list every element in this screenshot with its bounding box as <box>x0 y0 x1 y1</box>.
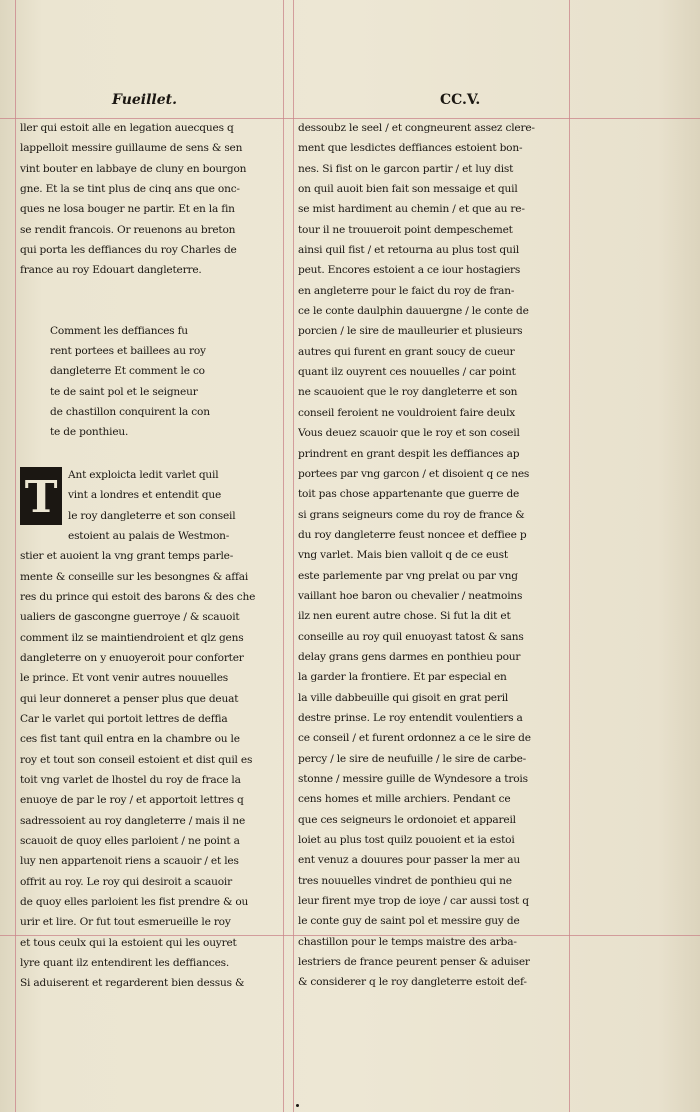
text-line: peut. Encores estoient a ce iour hostagiers <box>298 264 521 277</box>
text-line: Car le varlet qui portoit lettres de deffia <box>20 712 228 725</box>
ruling-line <box>283 0 284 1112</box>
text-line: se rendit francois. Or reuenons au breton <box>20 223 236 236</box>
text-line: res du prince qui estoit des barons & des che <box>20 590 256 603</box>
rubric-line: Comment les deffiances fu <box>50 324 188 337</box>
header-folio-number: CC.V. <box>440 92 481 108</box>
text-line: lyre quant ilz entendirent les deffiances. <box>20 957 230 970</box>
text-line: tour il ne trouueroit point dempeschemet <box>298 223 513 236</box>
text-line: vaillant hoe baron ou chevalier / neatmoins <box>298 589 523 602</box>
paragraph <box>20 118 282 281</box>
text-line: ent venuz a douures pour passer la mer au <box>298 854 521 867</box>
text-line: prindrent en grant despit les deffiances ap <box>298 447 520 460</box>
text-line: nes. Si fist on le garcon partir / et luy dist <box>298 162 514 175</box>
text-line: si grans seigneurs come du roy de france & <box>298 508 525 521</box>
text-line: percy / le sire de neufuille / le sire de carbe- <box>298 752 527 765</box>
ruling-line <box>293 0 294 1112</box>
ruling-line <box>15 0 16 1112</box>
rubric-line: dangleterre Et comment le co <box>50 365 205 378</box>
text-line: le roy dangleterre et son conseil <box>68 509 236 522</box>
text-line: la garder la frontiere. Et par especial en <box>298 671 507 684</box>
text-line: conseille au roy quil enuoyast tatost & sans <box>298 630 524 643</box>
text-line: este parlemente par vng prelat ou par vng <box>298 569 518 582</box>
text-line: mente & conseille sur les besongnes & affai <box>20 570 249 583</box>
text-line: qui leur donneret a penser plus que deuat <box>20 692 239 705</box>
text-line: ualiers de gascongne guerroye / & scauoit <box>20 611 240 624</box>
text-line: que ces seigneurs le ordonoiet et appareil <box>298 813 516 826</box>
text-line: Si aduiserent et regarderent bien dessus & <box>20 977 245 990</box>
running-header <box>0 92 700 114</box>
text-line: porcien / le sire de maulleurier et plusieurs <box>298 325 523 338</box>
text-line: Vous deuez scauoir que le roy et son coseil <box>298 427 520 440</box>
text-line: dangleterre on y enuoyeroit pour conforter <box>20 651 244 664</box>
text-line: ne scauoient que le roy dangleterre et son <box>298 386 518 399</box>
text-line: la ville dabbeuille qui gisoit en grat peril <box>298 691 509 704</box>
text-line: luy nen appartenoit riens a scauoir / et les <box>20 855 239 868</box>
text-line: Ant exploicta ledit varlet quil <box>68 468 219 481</box>
text-line: et tous ceulx qui la estoient qui les ouyret <box>20 936 237 949</box>
rubric-line: rent portees et baillees au roy <box>50 345 206 358</box>
text-line: vint bouter en labbaye de cluny en bourgon <box>20 162 247 175</box>
text-line: ce le conte daulphin dauuergne / le conte de <box>298 305 529 318</box>
text-line: le prince. Et vont venir autres nouuelles <box>20 672 229 685</box>
text-line: enuoye de par le roy / et apportoit lettres q <box>20 794 244 807</box>
text-line: se mist hardiment au chemin / et que au re- <box>298 203 525 216</box>
right-column <box>298 118 568 993</box>
text-line: france au roy Edouart dangleterre. <box>20 264 202 277</box>
ruling-line <box>569 0 570 1112</box>
text-line: ques ne losa bouger ne partir. Et en la fin <box>20 203 235 216</box>
text-line: conseil feroient ne vouldroient faire deulx <box>298 406 516 419</box>
text-line: ller qui estoit alle en legation auecques q <box>20 122 234 134</box>
text-line: ment que lesdictes deffiances estoient bon- <box>298 142 523 155</box>
text-line: autres qui furent en grant soucy de cueur <box>298 345 515 358</box>
rubric-line: de chastillon conquirent la con <box>50 406 210 419</box>
text-line: en angleterre pour le faict du roy de fran- <box>298 284 515 297</box>
left-column <box>20 118 282 994</box>
text-line: tres nouuelles vindret de ponthieu qui ne <box>298 874 512 887</box>
text-line: de quoy elles parloient les fist prendre & ou <box>20 896 249 909</box>
text-line: quant ilz ouyrent ces nouuelles / car point <box>298 366 516 379</box>
text-line: destre prinse. Le roy entendit voulentiers a <box>298 711 523 724</box>
text-line: scauoit de quoy elles parloient / ne point a <box>20 835 240 847</box>
text-line: toit pas chose appartenante que guerre de <box>298 488 520 501</box>
rubric-line: te de saint pol et le seigneur <box>50 385 198 398</box>
text-line: roy et tout son conseil estoient et dist quil es <box>20 753 253 766</box>
text-line: vng varlet. Mais bien valloit q de ce eust <box>298 549 508 562</box>
text-line: offrit au roy. Le roy qui desiroit a scauoir <box>20 875 232 888</box>
text-line: dessoubz le seel / et congneurent assez clere- <box>298 122 535 134</box>
page-mark <box>296 1104 299 1107</box>
text-line: vint a londres et entendit que <box>68 489 222 502</box>
rubric-line: te de ponthieu. <box>50 426 129 439</box>
text-line: le conte guy de saint pol et messire guy de <box>298 915 520 928</box>
text-line: lestriers de france peurent penser & aduiser <box>298 956 530 969</box>
text-line: chastillon pour le temps maistre des arba- <box>298 935 517 948</box>
text-line: toit vng varlet de lhostel du roy de frace la <box>20 773 241 786</box>
text-line: ilz nen eurent autre chose. Si fut la dit et <box>298 610 511 623</box>
text-line: sadressoient au roy dangleterre / mais il ne <box>20 814 246 827</box>
text-line: ce conseil / et furent ordonnez a ce le sire de <box>298 732 531 745</box>
text-line: comment ilz se maintiendroient et qlz gens <box>20 631 244 644</box>
text-line: stier et auoient la vng grant temps parle- <box>20 550 234 563</box>
text-line: urir et lire. Or fut tout esmerueille le roy <box>20 916 231 929</box>
text-line: lappelloit messire guillaume de sens & sen <box>20 142 243 155</box>
text-line: du roy dangleterre feust noncee et deffiee p <box>298 528 527 541</box>
text-line: & considerer q le roy dangleterre estoit def- <box>298 976 527 989</box>
text-line: qui porta les deffiances du roy Charles de <box>20 244 237 257</box>
header-folio-label: Fueillet. <box>112 92 177 108</box>
text-line: loiet au plus tost quilz pouoient et ia estoi <box>298 834 515 847</box>
text-line: estoient au palais de Westmon- <box>68 529 230 542</box>
text-line: stonne / messire guille de Wyndesore a trois <box>298 773 528 785</box>
text-line: ces fist tant quil entra en la chambre ou le <box>20 733 240 746</box>
text-line: ainsi quil fist / et retourna au plus tost quil <box>298 244 520 257</box>
text-line: cens homes et mille archiers. Pendant ce <box>298 793 511 806</box>
text-line: leur firent mye trop de ioye / car aussi tost q <box>298 895 529 908</box>
text-line: delay grans gens darmes en ponthieu pour <box>298 650 521 663</box>
drop-capital: T <box>20 467 62 525</box>
text-line: portees par vng garcon / et disoient q ce nes <box>298 467 530 480</box>
chapter-rubric <box>20 321 282 443</box>
text-line: on quil auoit bien fait son messaige et quil <box>298 183 518 196</box>
text-line: gne. Et la se tint plus de cinq ans que onc- <box>20 183 240 196</box>
paragraph <box>20 465 282 994</box>
